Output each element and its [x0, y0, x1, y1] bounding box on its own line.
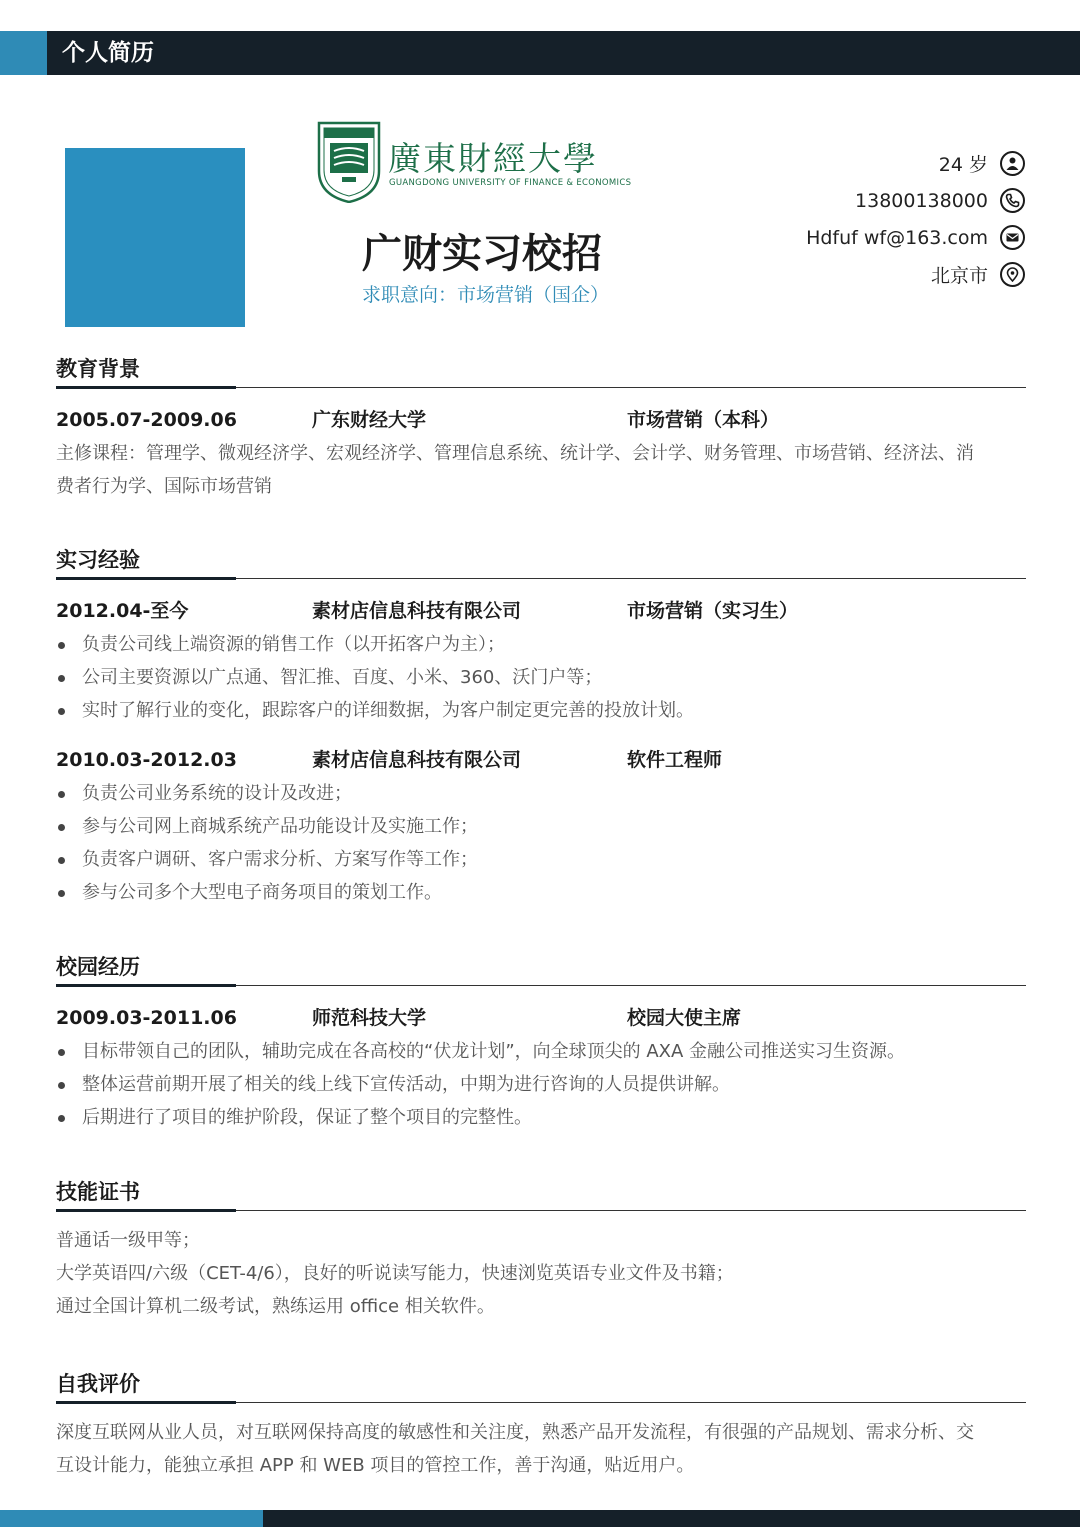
internship-company: 素材店信息科技有限公司 — [312, 600, 522, 622]
person-icon — [1000, 151, 1025, 176]
education-major: 市场营销（本科） — [627, 409, 780, 431]
campus-entry-header — [56, 1002, 1026, 1035]
campus-date: 2009.03-2011.06 — [56, 1007, 237, 1029]
age-text: 24 岁 — [938, 154, 988, 176]
list-item: 负责公司业务系统的设计及改进； — [56, 777, 1026, 810]
email-icon — [1000, 225, 1025, 250]
phone-icon — [1000, 188, 1025, 213]
contact-info — [705, 145, 1025, 293]
skills-list — [56, 1224, 1026, 1323]
job-intent: 求职意向：市场营销（国企） — [362, 284, 610, 306]
internship-section — [56, 545, 1026, 909]
campus-bullets — [56, 1035, 1026, 1134]
list-item: 后期进行了项目的维护阶段，保证了整个项目的完整性。 — [56, 1101, 1026, 1134]
education-date: 2005.07-2009.06 — [56, 409, 237, 431]
internship-date: 2010.03-2012.03 — [56, 749, 237, 771]
section-title: 自我评价 — [56, 1372, 140, 1396]
section-title: 教育背景 — [56, 357, 140, 381]
footer-bar — [0, 1510, 1080, 1527]
list-item: 公司主要资源以广点通、智汇推、百度、小米、360、沃门户等； — [56, 661, 1026, 694]
section-divider — [56, 386, 1026, 389]
section-title: 实习经验 — [56, 548, 140, 572]
skills-section — [56, 1177, 1026, 1323]
phone-text[interactable]: 13800138000 — [855, 189, 988, 212]
education-entry-header — [56, 404, 1026, 437]
list-item: 参与公司网上商城系统产品功能设计及实施工作； — [56, 810, 1026, 843]
campus-role: 校园大使主席 — [627, 1007, 742, 1029]
candidate-name: 广财实习校招 — [362, 231, 602, 277]
section-title: 校园经历 — [56, 955, 140, 979]
internship-date: 2012.04-至今 — [56, 600, 189, 622]
location-icon — [1000, 262, 1025, 287]
list-item: 普通话一级甲等； — [56, 1230, 200, 1251]
list-item: 大学英语四/六级（CET-4/6），良好的听说读写能力，快速浏览英语专业文件及书籍； — [56, 1263, 734, 1284]
education-courses: 主修课程：管理学、微观经济学、宏观经济学、管理信息系统、统计学、会计学、财务管理、市场营销、经济法、消 费者行为学、国际市场营销 — [56, 443, 974, 497]
email-text[interactable]: Hdfuf wf@163.com — [806, 226, 988, 249]
section-divider — [56, 577, 1026, 580]
campus-section — [56, 952, 1026, 1134]
list-item: 参与公司多个大型电子商务项目的策划工作。 — [56, 876, 1026, 909]
internship-bullets — [56, 628, 1026, 727]
list-item: 负责客户调研、客户需求分析、方案写作等工作； — [56, 843, 1026, 876]
list-item: 目标带领自己的团队，辅助完成在各高校的“伏龙计划”，向全球顶尖的 AXA 金融公司推送实习生资源。 — [56, 1035, 1026, 1068]
education-section — [56, 354, 1026, 503]
university-name-cn: 廣東財經大學 — [388, 139, 598, 178]
internship-bullets — [56, 777, 1026, 909]
university-logo — [316, 121, 636, 205]
university-name-en: GUANGDONG UNIVERSITY OF FINANCE & ECONOMICS — [389, 178, 632, 188]
internship-company: 素材店信息科技有限公司 — [312, 749, 522, 771]
section-divider — [56, 984, 1026, 987]
list-item: 实时了解行业的变化，跟踪客户的详细数据，为客户制定更完善的投放计划。 — [56, 694, 1026, 727]
page-title: 个人简历 — [62, 40, 154, 66]
header-bar — [0, 31, 1080, 75]
section-divider — [56, 1209, 1026, 1212]
internship-role: 软件工程师 — [627, 749, 723, 771]
self-evaluation-text: 深度互联网从业人员，对互联网保持高度的敏感性和关注度，熟悉产品开发流程，有很强的产品规划、需求分析、交 互设计能力，能独立承担 APP 和 WEB 项目的管控工作，善于沟通，贴近用户。 — [56, 1422, 974, 1476]
internship-role: 市场营销（实习生） — [627, 600, 799, 622]
header-accent — [0, 31, 47, 75]
footer-accent — [0, 1510, 263, 1527]
education-school: 广东财经大学 — [312, 409, 427, 431]
contact-email — [705, 219, 1025, 256]
contact-age — [705, 145, 1025, 182]
section-divider — [56, 1401, 1026, 1404]
university-seal-icon — [316, 121, 382, 203]
photo-placeholder — [65, 148, 245, 327]
list-item: 通过全国计算机二级考试，熟练运用 office 相关软件。 — [56, 1296, 495, 1317]
campus-org: 师范科技大学 — [312, 1007, 427, 1029]
contact-location — [705, 256, 1025, 293]
list-item: 负责公司线上端资源的销售工作（以开拓客户为主）； — [56, 628, 1026, 661]
internship-entry-header — [56, 744, 1026, 777]
self-evaluation-section — [56, 1369, 1026, 1482]
contact-phone — [705, 182, 1025, 219]
list-item: 整体运营前期开展了相关的线上线下宣传活动，中期为进行咨询的人员提供讲解。 — [56, 1068, 1026, 1101]
section-title: 技能证书 — [56, 1180, 140, 1204]
location-text: 北京市 — [930, 265, 988, 287]
internship-entry-header — [56, 595, 1026, 628]
